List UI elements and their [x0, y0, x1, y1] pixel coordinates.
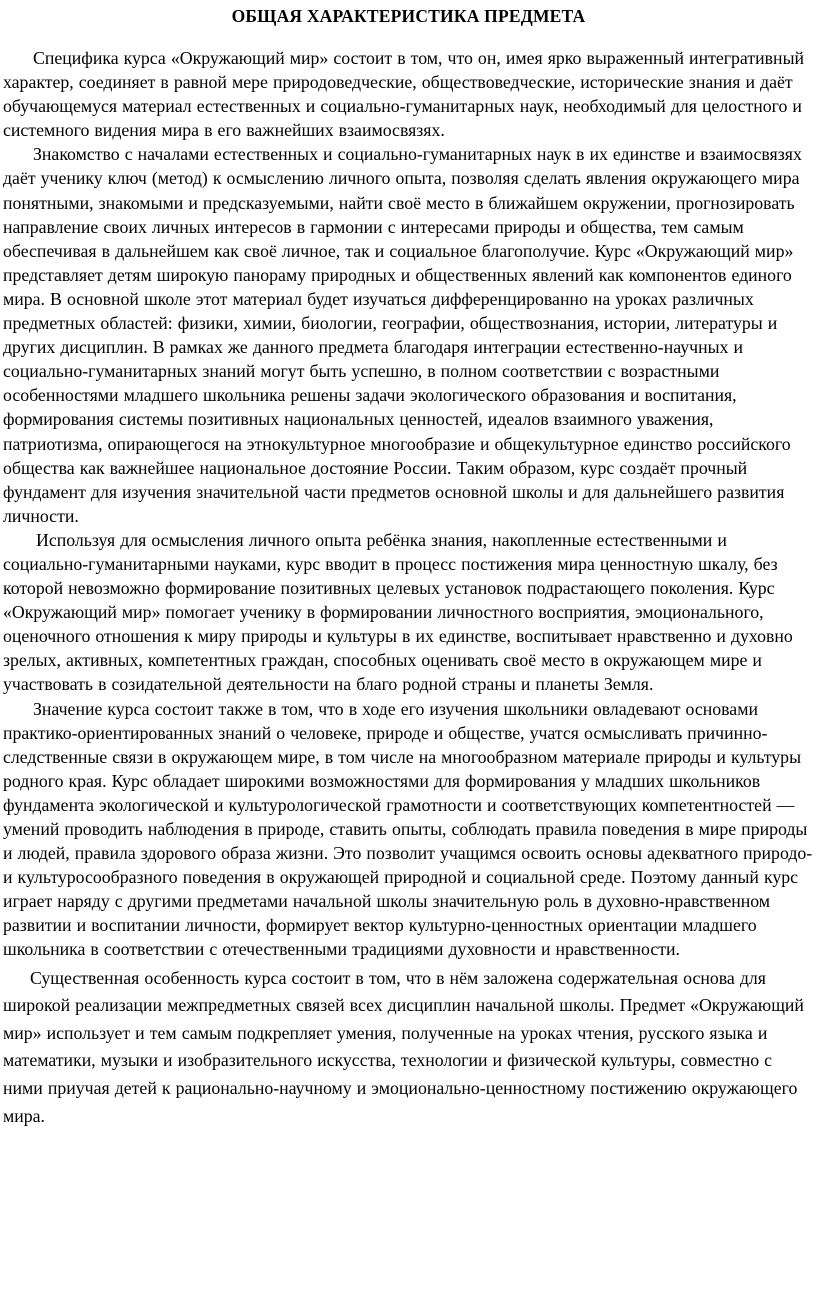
- page-title: ОБЩАЯ ХАРАКТЕРИСТИКА ПРЕДМЕТА: [231, 6, 586, 26]
- paragraph-2: Знакомство с началами естественных и социально-гуманитарных наук в их единстве и взаимосвязях даёт ученику ключ (метод) к осмыслению личного опыта, позволяя сделать явления окружающего мира понятными, знакомыми и предсказуемыми, найти своё место в ближайшем окружении, прогнозировать направление своих личных интересов в гармонии с интересами природы и общества, тем самым обеспечивая в дальнейшем как своё личное, так и социальное благополучие. Курс «Окружающий мир» представляет детям широкую панораму природных и общественных явлений как компонентов единого мира. В основной школе этот материал будет изучаться дифференцированно на уроках различных предметных областей: физики, химии, биологии, географии, обществознания, истории, литературы и других дисциплин. В рамках же данного предмета благодаря интеграции естественно-научных и социально-гуманитарных знаний могут быть успешно, в полном соответствии с возрастными особенностями младшего школьника решены задачи экологического образования и воспитания, формирования системы позитивных национальных ценностей, идеалов взаимного уважения, патриотизма, опирающегося на этнокультурное многообразие и общекультурное единство российского общества как важнейшее национальное достояние России. Таким образом, курс создаёт прочный фундамент для изучения значительной части предметов основной школы и для дальнейшего развития личности.: [3, 144, 802, 526]
- paragraph-3: Используя для осмысления личного опыта ребёнка знания, накопленные естественными и социально-гуманитарными науками, курс вводит в процесс постижения мира ценностную шкалу, без которой невозможно формирование позитивных целевых установок подрастающего поколения. Курс «Окружающий мир» помогает ученику в формировании личностного восприятия, эмоционального, оценочного отношения к миру природы и культуры в их единстве, воспитывает нравственно и духовно зрелых, активных, компетентных граждан, способных оценивать своё место в окружающем мире и участвовать в созидательной деятельности на благо родной страны и планеты Земля.: [3, 529, 793, 695]
- paragraph-1: Специфика курса «Окружающий мир» состоит в том, что он, имея ярко выраженный интегративный характер, соединяет в равной мере природоведческие, обществоведческие, исторические знания и даёт обучающемуся материал естественных и социально-гуманитарных наук, необходимый для целостного и системного видения мира в его важнейших взаимосвязях.: [3, 48, 805, 141]
- paragraph-5: Существенная особенность курса состоит в том, что в нём заложена содержательная основа для широкой реализации межпредметных связей всех дисциплин начальной школы. Предмет «Окружающий мир» использует и тем самым подкрепляет умения, полученные на уроках чтения, русского языка и математики, музыки и изобразительного искусства, технологии и физической культуры, совместно с ними приучая детей к рационально-научному и эмоционально-ценностному постижению окружающего мира.: [3, 967, 804, 1126]
- paragraph-4: Значение курса состоит также в том, что в ходе его изучения школьники овладевают основами практико-ориентированных знаний о человеке, природе и обществе, учатся осмысливать причинно-следственные связи в окружающем мире, в том числе на многообразном материале природы и культуры родного края. Курс обладает широкими возможностями для формирования у младших школьников фундамента экологической и культурологической грамотности и соответствующих компетентностей — умений проводить наблюдения в природе, ставить опыты, соблюдать правила поведения в мире природы и людей, правила здорового образа жизни. Это позволит учащимся освоить основы адекватного природо- и культуросообразного поведения в окружающей природной и социальной среде. Поэтому данный курс играет наряду с другими предметами начальной школы значительную роль в духовно-нравственном развитии и воспитании личности, формирует вектор культурно-ценностных ориентации младшего школьника в соответствии с отечественными традициями духовности и нравственности.: [3, 698, 813, 960]
